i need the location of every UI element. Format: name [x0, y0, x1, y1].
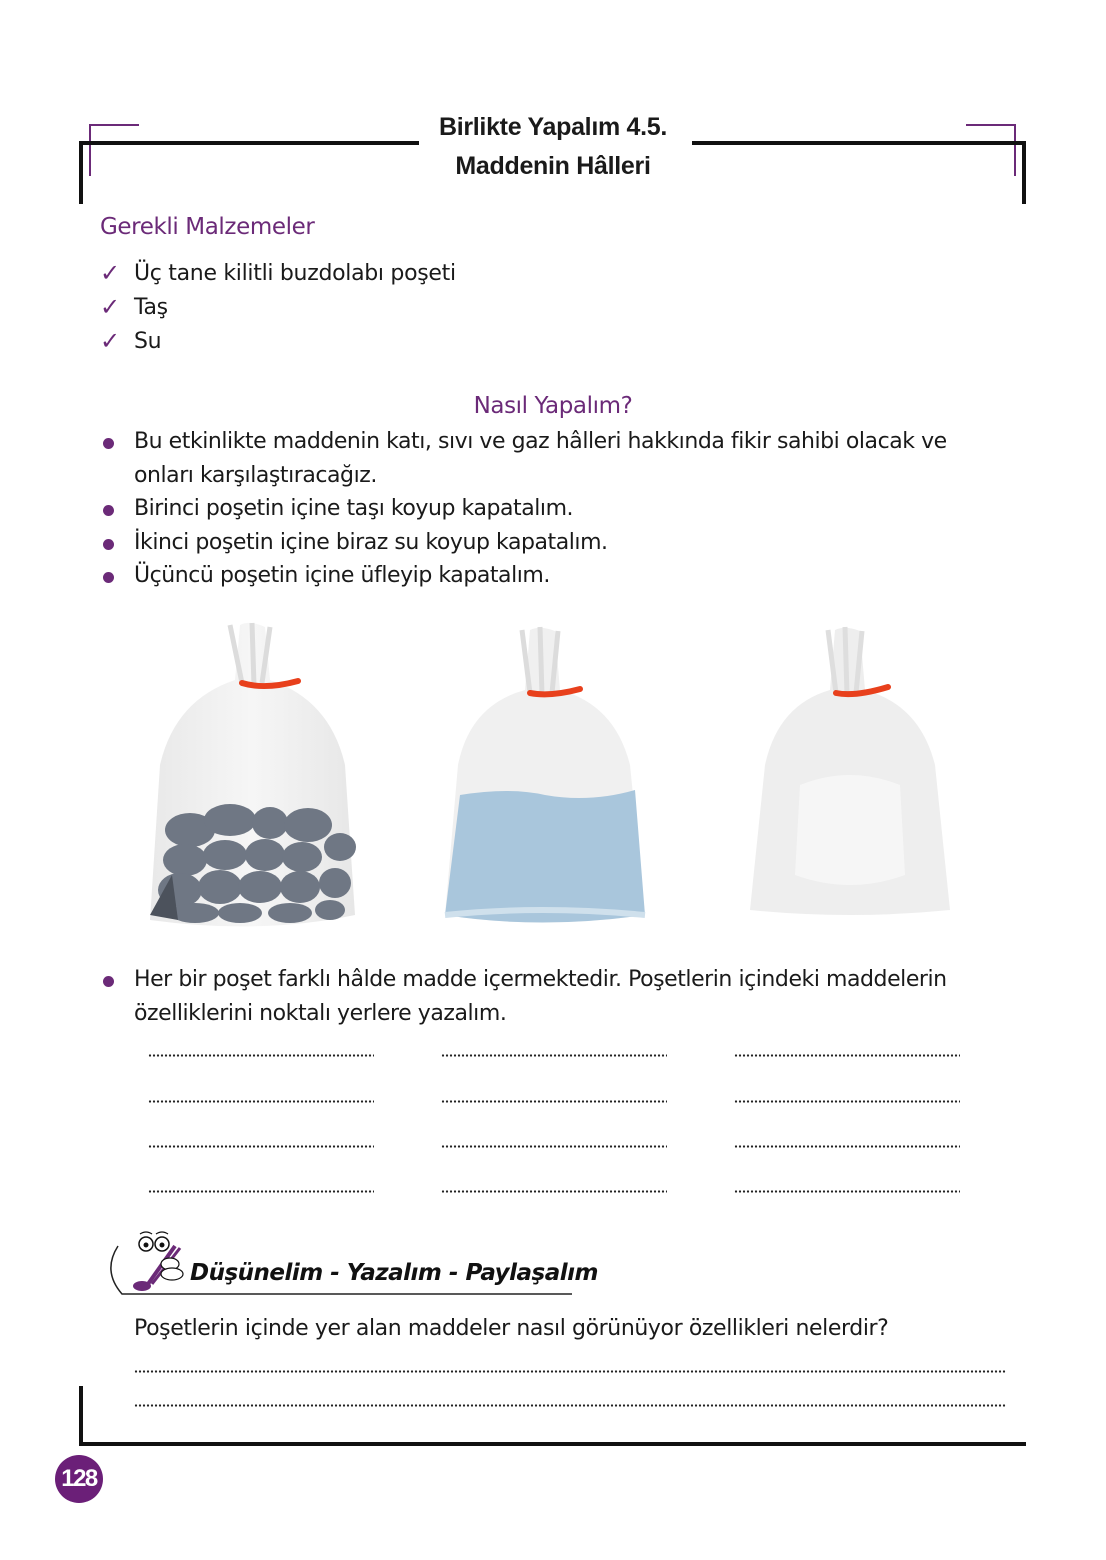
reflection-question: Poşetlerin içinde yer alan maddeler nasıl görünüyor özellikleri nelerdir?: [134, 1316, 889, 1341]
materials-list: [100, 256, 456, 358]
answer-line[interactable]: [441, 1190, 667, 1193]
reflection-heading: Düşünelim - Yazalım - Paylaşalım: [190, 1260, 598, 1286]
check-icon: ✓: [100, 259, 120, 287]
task-text: özelliklerini noktalı yerlere yazalım.: [134, 1000, 507, 1026]
material-item: [100, 290, 456, 324]
bags-illustration: [120, 615, 1020, 945]
bag-air-image: [740, 615, 990, 945]
procedure-steps: [100, 425, 1020, 593]
procedure-step: [100, 559, 1020, 593]
reflection-answer-line[interactable]: [134, 1370, 1006, 1373]
activity-number: Birlikte Yapalım 4.5.: [433, 113, 673, 141]
answer-line[interactable]: [148, 1100, 374, 1103]
bullet-icon: [103, 505, 114, 516]
activity-subtitle: [0, 152, 1106, 181]
frame-bottom-left-vertical: [79, 1386, 83, 1446]
page-number: 128: [61, 1465, 97, 1492]
procedure-step: [100, 492, 1020, 526]
frame-bottom-line: [79, 1442, 1026, 1446]
activity-topic: Maddenin Hâlleri: [455, 152, 651, 180]
step-text: Bu etkinlikte maddenin katı, sıvı ve gaz hâlleri hakkında fikir sahibi olacak ve: [134, 429, 947, 454]
step-text: İkinci poşetin içine biraz su koyup kapatalım.: [134, 529, 608, 555]
task-step: [100, 963, 1020, 1030]
answer-line[interactable]: [734, 1145, 960, 1148]
bag-with-air: [740, 615, 990, 945]
bag-stones-image: [130, 615, 380, 945]
activity-title: [0, 113, 1106, 142]
procedure-heading: Nasıl Yapalım?: [473, 393, 633, 419]
task-instruction: [100, 963, 1020, 1030]
bullet-icon: [103, 539, 114, 550]
step-text: Üçüncü poşetin içine üfleyip kapatalım.: [134, 563, 550, 588]
step-text: Birinci poşetin içine taşı koyup kapatalım.: [134, 496, 574, 521]
answer-line[interactable]: [734, 1054, 960, 1057]
bullet-icon: [103, 438, 114, 449]
answer-line[interactable]: [441, 1145, 667, 1148]
answer-line[interactable]: [148, 1190, 374, 1193]
bag-water-image: [430, 615, 680, 945]
procedure-step: [100, 425, 1020, 492]
bullet-icon: [103, 976, 114, 987]
materials-heading: Gerekli Malzemeler: [100, 214, 315, 240]
bullet-icon: [103, 572, 114, 583]
answer-line[interactable]: [148, 1145, 374, 1148]
material-item: [100, 256, 456, 290]
bag-with-stones: [130, 615, 380, 945]
material-label: Üç tane kilitli buzdolabı poşeti: [134, 260, 456, 286]
answer-line[interactable]: [734, 1190, 960, 1193]
material-label: Su: [134, 328, 162, 354]
answer-line[interactable]: [441, 1054, 667, 1057]
material-item: [100, 324, 456, 358]
answer-line[interactable]: [441, 1100, 667, 1103]
task-text: Her bir poşet farklı hâlde madde içermektedir. Poşetlerin içindeki maddelerin: [134, 967, 947, 992]
check-icon: ✓: [100, 293, 120, 321]
check-icon: ✓: [100, 327, 120, 355]
bag-with-water: [430, 615, 680, 945]
page-number-badge: [55, 1455, 103, 1503]
reflection-answer-line[interactable]: [134, 1404, 1006, 1407]
material-label: Taş: [134, 294, 168, 320]
answer-line[interactable]: [734, 1100, 960, 1103]
procedure-step: [100, 526, 1020, 560]
step-text: onları karşılaştıracağız.: [134, 462, 377, 488]
answer-line[interactable]: [148, 1054, 374, 1057]
